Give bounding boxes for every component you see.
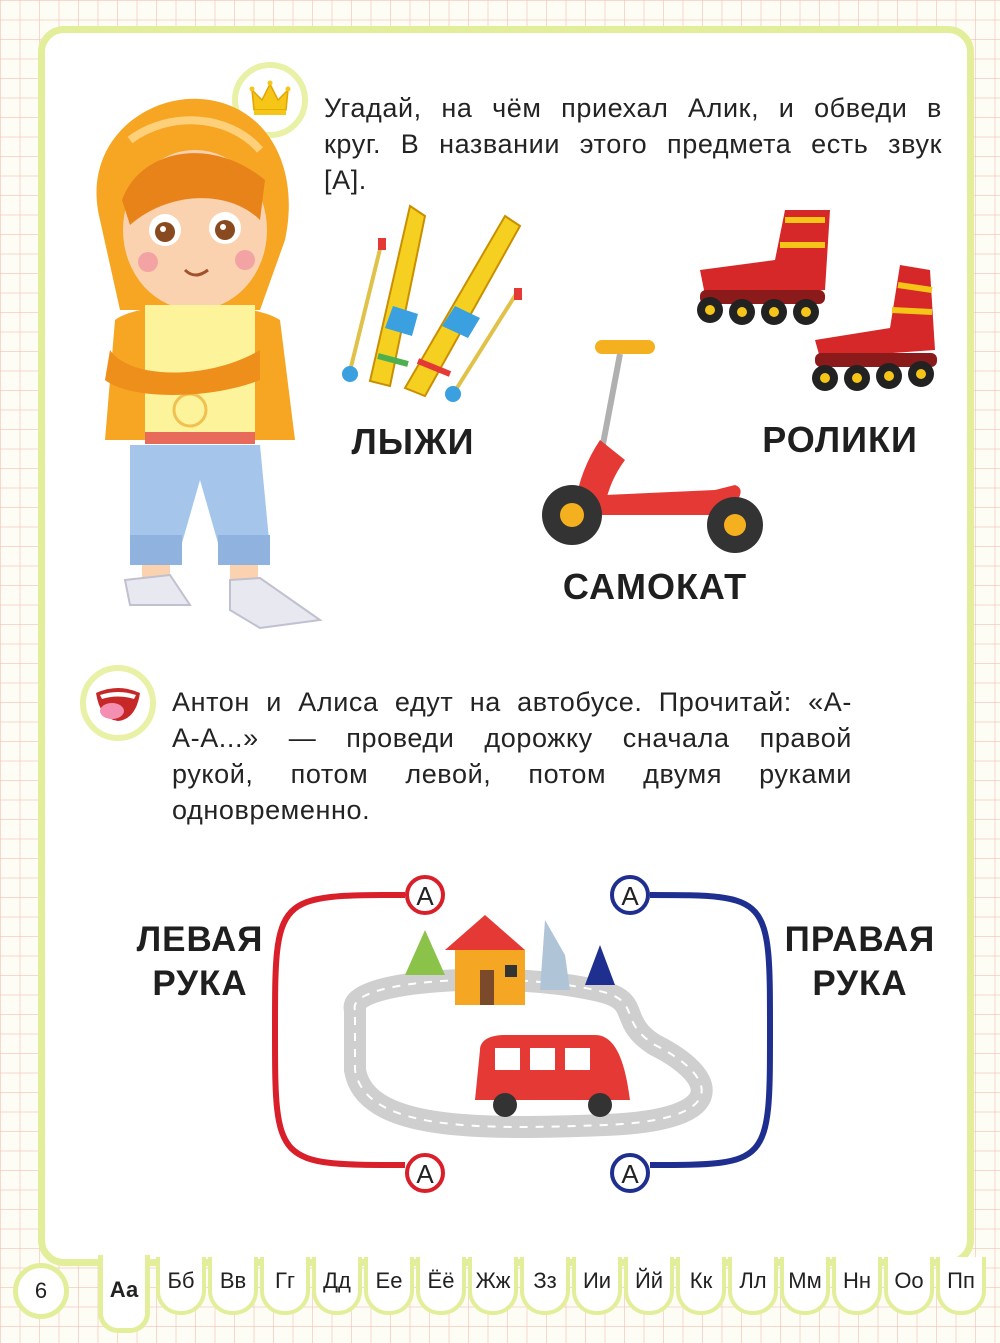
left-hand-track [275,895,405,1165]
right-hand-line2: РУКА [812,964,908,1003]
alphabet-tab[interactable]: Жж [468,1257,518,1315]
page-number: 6 [13,1263,69,1319]
alphabet-tab[interactable]: Бб [156,1257,206,1315]
alphabet-tab[interactable]: Кк [676,1257,726,1315]
a-badge-top-right: А [610,875,650,915]
alphabet-tab[interactable]: Оо [884,1257,934,1315]
left-hand-line2: РУКА [152,964,248,1003]
left-hand-line1: ЛЕВАЯ [136,920,264,959]
alphabet-tab[interactable]: Лл [728,1257,778,1315]
skis-label[interactable]: ЛЫЖИ [351,421,475,462]
alphabet-tab[interactable]: Дд [312,1257,362,1315]
mouth-section-icon [80,665,156,741]
tracks-diagram [255,870,815,1190]
alphabet-tab[interactable]: Зз [520,1257,570,1315]
alphabet-tab[interactable]: Ии [572,1257,622,1315]
right-hand-line1: ПРАВАЯ [784,920,936,959]
alphabet-tab[interactable]: Мм [780,1257,830,1315]
right-hand-label [780,918,940,1006]
boy-illustration [60,80,340,640]
alphabet-tabs [98,1255,998,1343]
scooter-label[interactable]: САМОКАТ [562,566,748,607]
task2-text: Антон и Алиса едут на автобусе. Прочитай: «А-А-А...» — проведи дорожку сначала правой рукой, потом левой, потом двумя руками одновременно. [172,687,852,825]
roller-skates-illustration [680,200,940,400]
a-badge-bottom-right: А [610,1153,650,1193]
alphabet-tab[interactable]: Пп [936,1257,986,1315]
alphabet-tab[interactable]: Нн [832,1257,882,1315]
mouth-icon [86,671,150,735]
alphabet-tab[interactable]: Гг [260,1257,310,1315]
alphabet-tab-active[interactable]: Аа [98,1255,150,1333]
roller-skates-label[interactable]: РОЛИКИ [762,419,918,460]
alphabet-tab[interactable]: Ее [364,1257,414,1315]
left-hand-label [130,918,270,1006]
a-badge-top-left: А [405,875,445,915]
alphabet-tab[interactable]: Вв [208,1257,258,1315]
skis-illustration [330,196,530,406]
alphabet-tab[interactable]: Ёё [416,1257,466,1315]
alphabet-tab[interactable]: Йй [624,1257,674,1315]
a-badge-bottom-left: А [405,1153,445,1193]
task1-text: Угадай, на чём приехал Алик, и обведи в круг. В названии этого предмета есть звук [А]. [324,93,942,195]
